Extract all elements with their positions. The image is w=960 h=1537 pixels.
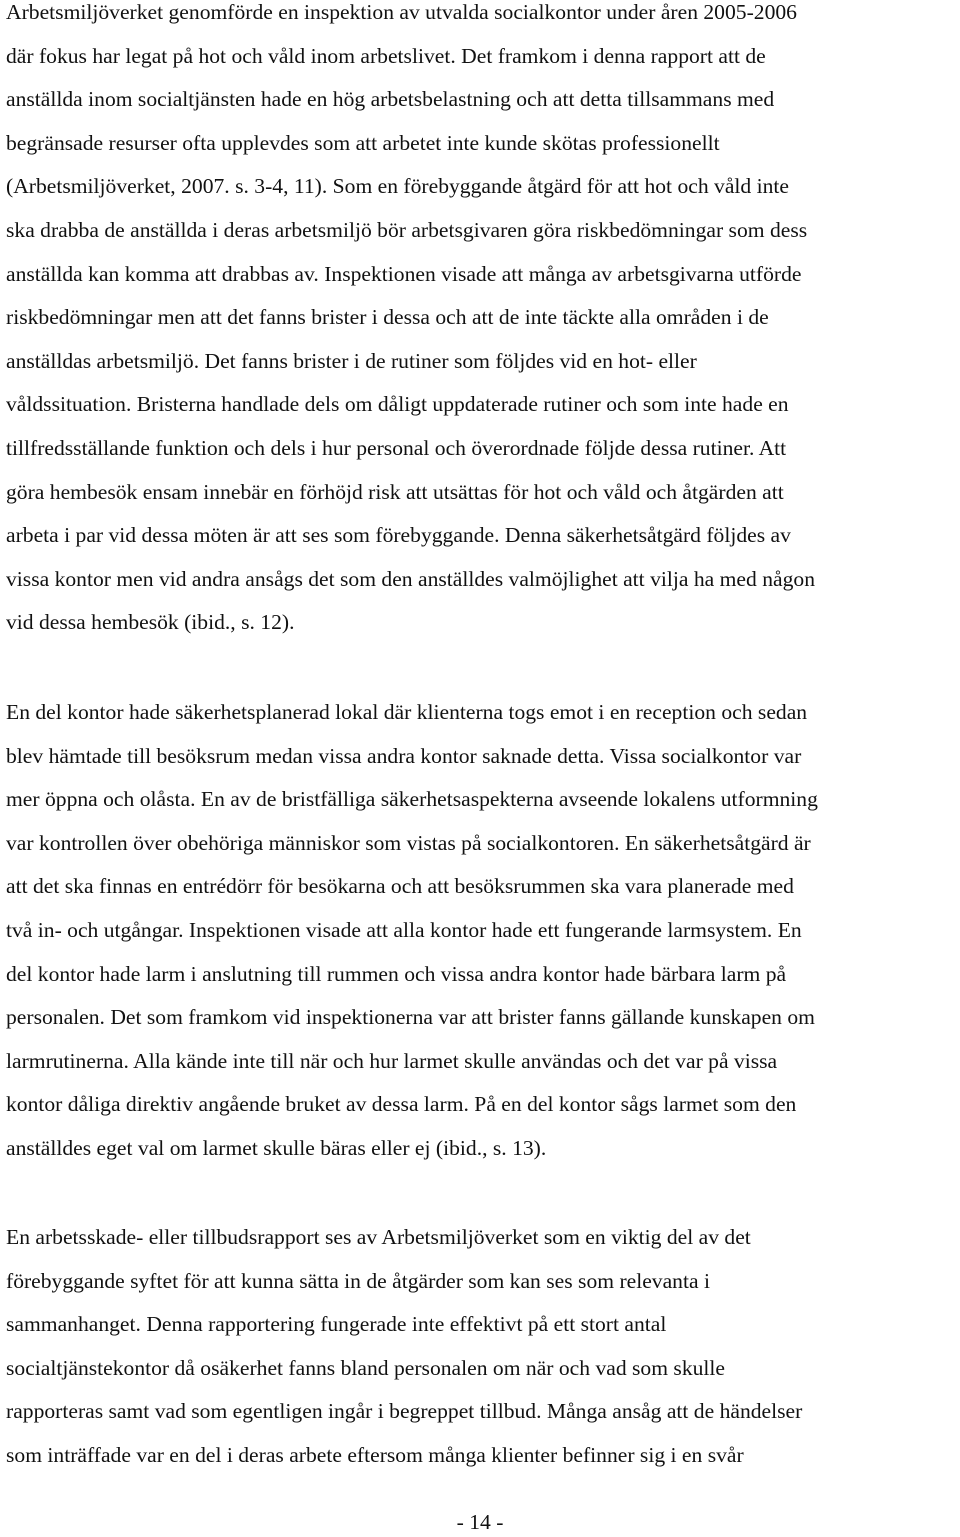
text-line: En del kontor hade säkerhetsplanerad lokal där klienterna togs emot i en reception och sedan xyxy=(6,700,808,724)
text-line: vid dessa hembesök (ibid., s. 12). xyxy=(6,610,295,635)
text-line: mer öppna och olåsta. En av de bristfälliga säkerhetsaspekterna avseende lokalens utformning xyxy=(6,787,818,812)
text-line: rapporteras samt vad som egentligen ingår i begreppet tillbud. Många ansåg att de händelser xyxy=(6,1399,803,1424)
text-line: kontor dåliga direktiv angående bruket av dessa larm. På en del kontor sågs larmet som den xyxy=(6,1092,797,1117)
text-line: Arbetsmiljöverket genomförde en inspektion av utvalda socialkontor under åren 2005-2006 xyxy=(6,0,797,24)
paragraph xyxy=(6,1216,960,1478)
text-line: var kontrollen över obehöriga människor som vistas på socialkontoren. En säkerhetsåtgärd är xyxy=(6,830,811,855)
text-line: förebyggande syftet för att kunna sätta in de åtgärder som kan ses som relevanta i xyxy=(6,1268,710,1293)
text-line: tillfredsställande funktion och dels i hur personal och överordnade följde dessa rutiner. Att xyxy=(6,435,787,460)
paragraph xyxy=(6,691,960,1171)
text-line: anställdas arbetsmiljö. Det fanns brister i de rutiner som följdes vid en hot- eller xyxy=(6,348,697,373)
text-line: blev hämtade till besöksrum medan vissa andra kontor saknade detta. Vissa socialkontor var xyxy=(6,743,802,768)
text-line: (Arbetsmiljöverket, 2007. s. 3-4, 11). Som en förebyggande åtgärd för att hot och våld inte xyxy=(6,174,789,199)
text-line: där fokus har legat på hot och våld inom arbetslivet. Det framkom i denna rapport att de xyxy=(6,43,766,68)
page-number: - 14 - xyxy=(456,1510,504,1534)
text-line: del kontor hade larm i anslutning till rummen och vissa andra kontor hade bärbara larm på xyxy=(6,961,787,986)
text-line: anställda inom socialtjänsten hade en hög arbetsbelastning och att detta tillsammans med xyxy=(6,87,775,112)
text-line: En arbetsskade- eller tillbudsrapport ses av Arbetsmiljöverket som en viktig del av det xyxy=(6,1225,751,1249)
text-line: personalen. Det som framkom vid inspektionerna var att brister fanns gällande kunskapen om xyxy=(6,1005,815,1030)
text-line: larmrutinerna. Alla kände inte till när och hur larmet skulle användas och det var på vissa xyxy=(6,1048,778,1073)
text-line: riskbedömningar men att det fanns brister i dessa och att de inte täckte alla områden i de xyxy=(6,305,769,330)
text-line: att det ska finnas en entrédörr för besökarna och att besöksrummen ska vara planerade med xyxy=(6,874,794,899)
text-line: anställda kan komma att drabbas av. Inspektionen visade att många av arbetsgivarna utförde xyxy=(6,261,802,286)
text-line: två in- och utgångar. Inspektionen visade att alla kontor hade ett fungerande larmsystem. En xyxy=(6,917,802,942)
paragraph xyxy=(6,0,960,645)
text-line: anställdes eget val om larmet skulle bäras eller ej (ibid., s. 13). xyxy=(6,1135,547,1160)
text-line: arbeta i par vid dessa möten är att ses som förebyggande. Denna säkerhetsåtgärd följdes av xyxy=(6,523,791,548)
text-line: ska drabba de anställda i deras arbetsmiljö bör arbetsgivaren göra riskbedömningar som dess xyxy=(6,217,808,242)
text-line: som inträffade var en del i deras arbete eftersom många klienter befinner sig i en svår xyxy=(6,1442,744,1467)
text-line: sammanhanget. Denna rapportering fungerade inte effektivt på ett stort antal xyxy=(6,1312,667,1337)
text-line: vissa kontor men vid andra ansågs det som den anställdes valmöjlighet att vilja ha med någon xyxy=(6,566,815,591)
text-line: socialtjänstekontor då osäkerhet fanns bland personalen om när och vad som skulle xyxy=(6,1355,725,1380)
text-line: våldssituation. Bristerna handlade dels om dåligt uppdaterade rutiner och som inte hade en xyxy=(6,392,789,417)
text-line: göra hembesök ensam innebär en förhöjd risk att utsättas för hot och våld och åtgärden att xyxy=(6,479,784,504)
text-line: begränsade resurser ofta upplevdes som att arbetet inte kunde skötas professionellt xyxy=(6,130,720,155)
